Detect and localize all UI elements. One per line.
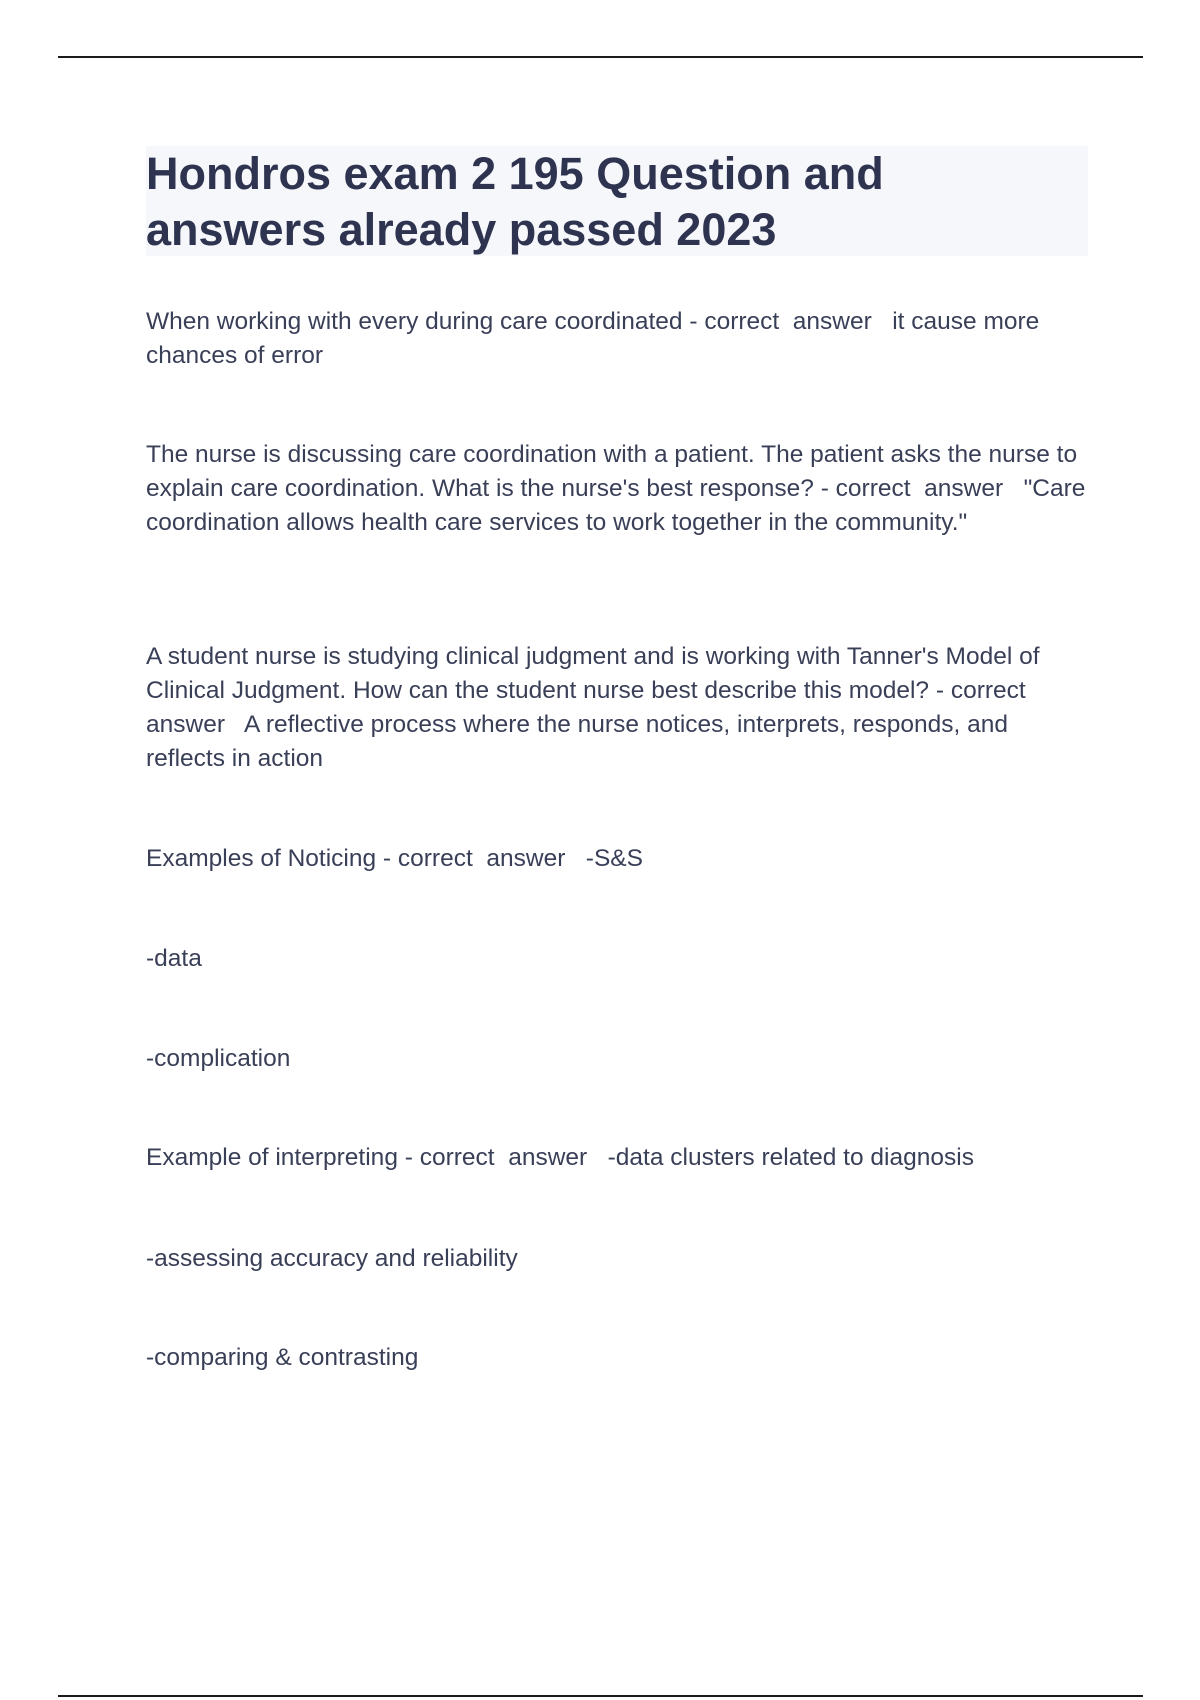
interpreting-bullet-accuracy: -assessing accuracy and reliability <box>146 1245 518 1272</box>
interpreting-bullet-comparing: -comparing & contrasting <box>146 1344 419 1371</box>
qa-item-care-coordinated: When working with every during care coordinated - correct answer it cause more chances of error <box>146 308 1047 369</box>
qa-item-care-coordination-response: The nurse is discussing care coordination with a patient. The patient asks the nurse to explain care coordination. What is the nurse's best response? - correct answer "Care coordination allows health care services to work together in the community." <box>146 441 1093 536</box>
qa-item-tanner-model: A student nurse is studying clinical judgment and is working with Tanner's Model of Clinical Judgment. How can the student nurse best describe this model? - correct answer A reflective process where the nurse notices, interprets, responds, and reflects in action <box>146 643 1047 772</box>
bottom-rule <box>58 1695 1143 1697</box>
document-title: Hondros exam 2 195 Question and answers already passed 2023 <box>146 148 884 255</box>
noticing-bullet-complication: -complication <box>146 1045 291 1072</box>
qa-item-interpreting: Example of interpreting - correct answer -data clusters related to diagnosis <box>146 1144 974 1171</box>
top-rule <box>58 56 1143 58</box>
qa-item-noticing: Examples of Noticing - correct answer -S&S <box>146 845 643 872</box>
title-block <box>146 146 1088 256</box>
noticing-bullet-data: -data <box>146 945 202 972</box>
